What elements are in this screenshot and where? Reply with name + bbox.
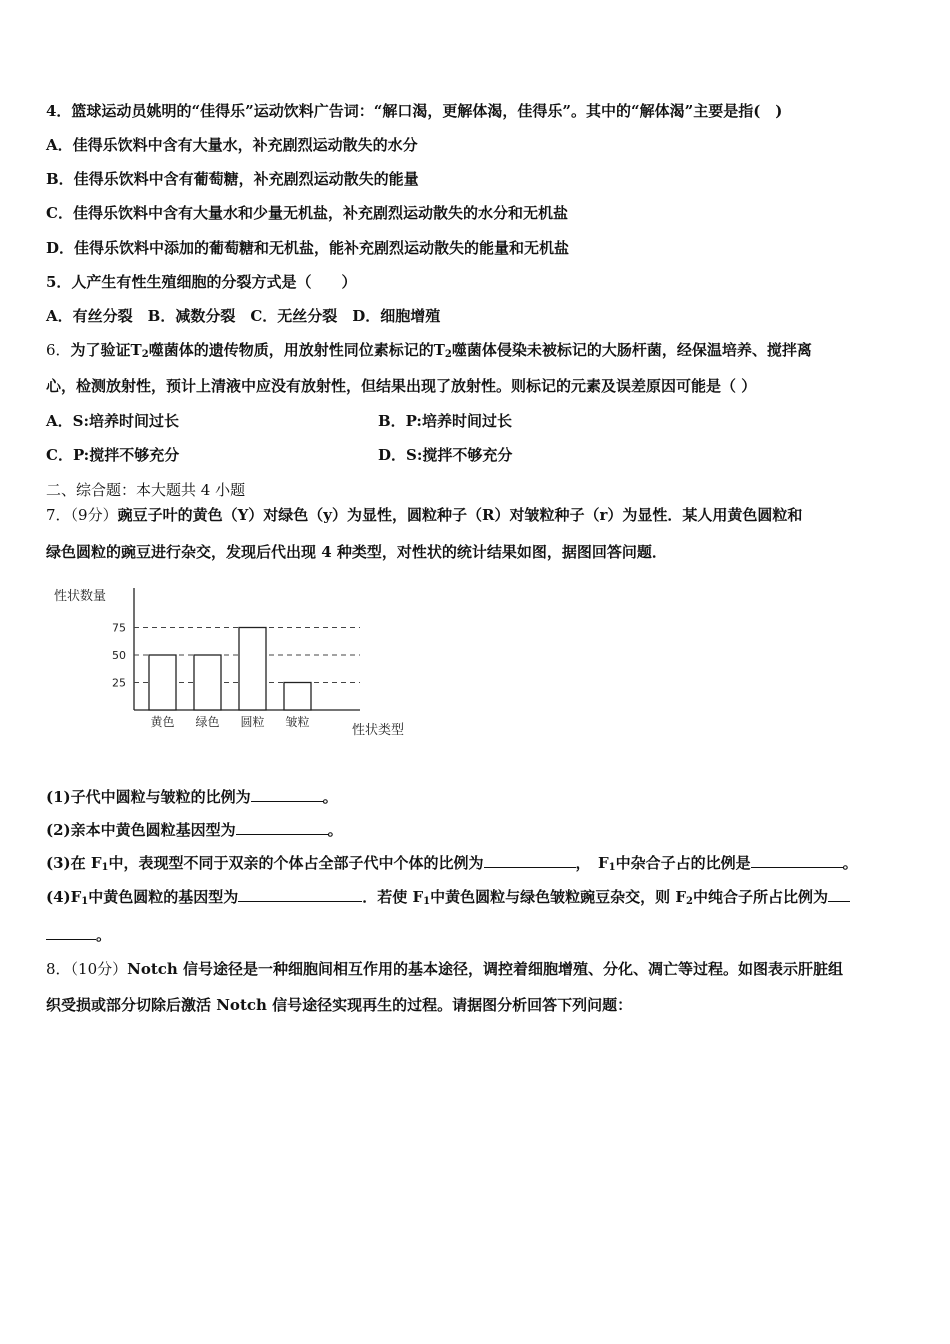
- q7-part4-cont: 。: [46, 925, 111, 945]
- q7-part4: $(4)F_1$中黄色圆粒的基因型为 ．若使 $F_1$中黄色圆粒与绿色皱粒豌豆杂交，则 $F_2$中纯合子所占比例为: [46, 887, 850, 907]
- bar-0: [149, 655, 176, 710]
- y-tick-label: 50: [112, 649, 126, 662]
- category-label: 黄色: [150, 715, 175, 729]
- q4-option-b: B．佳得乐饮料中含有葡萄糖，补充剧烈运动散失的能量: [46, 170, 419, 188]
- q6-stem-line1: 6．为了验证$T_2$噬菌体的遗传物质，用放射性同位素标记的$T_2$噬菌体侵染未被标记的大肠杆菌，经保温培养、搅拌离: [46, 341, 812, 360]
- answer-blank[interactable]: [251, 787, 323, 802]
- x-axis-label: 性状类型: [352, 723, 405, 738]
- q6-option-b: B．P:培养时间过长: [378, 412, 512, 430]
- q5-options: A．有丝分裂 B．减数分裂 C．无丝分裂 D．细胞增殖: [46, 307, 441, 325]
- y-tick-label: 25: [112, 676, 126, 690]
- trait-bar-chart: [44, 578, 424, 742]
- bar-3: [284, 683, 311, 711]
- answer-blank[interactable]: [238, 887, 362, 902]
- q8-stem-line1: 8．（10分）Notch 信号途径是一种细胞间相互作用的基本途径，调控着细胞增殖、分化、凋亡等过程。如图表示肝脏组: [46, 960, 844, 978]
- category-label: 皱粒: [285, 715, 310, 729]
- q7-stem-line1: 7．（9分）豌豆子叶的黄色（Y）对绿色（y）为显性，圆粒种子（R）对皱粒种子（r）为显性．某人用黄色圆粒和: [46, 506, 803, 524]
- q8-stem-line2: 织受损或部分切除后激活 Notch 信号途径实现再生的过程。请据图分析回答下列问题：: [46, 996, 633, 1014]
- y-axis-label: 性状数量: [54, 589, 107, 604]
- q4-option-c: C．佳得乐饮料中含有大量水和少量无机盐，补充剧烈运动散失的水分和无机盐: [46, 204, 568, 222]
- q6-option-c: C．P:搅拌不够充分: [46, 446, 180, 464]
- answer-blank[interactable]: [46, 925, 96, 940]
- q7-part1: (1)子代中圆粒与皱粒的比例为 。: [46, 788, 338, 806]
- q6-stem-line2: 心，检测放射性，预计上清液中应没有放射性，但结果出现了放射性。则标记的元素及误差原因可能是（ ）: [46, 377, 757, 395]
- answer-blank[interactable]: [236, 820, 328, 835]
- q5-stem: 5．人产生有性生殖细胞的分裂方式是（ ）: [46, 273, 357, 291]
- q4-option-a: A．佳得乐饮料中含有大量水，补充剧烈运动散失的水分: [46, 136, 418, 154]
- q4-stem: 4．篮球运动员姚明的“佳得乐”运动饮料广告词：“解口渴，更解体渴，佳得乐”。其中的“解体渴”主要是指( ): [46, 102, 783, 120]
- section-heading: 二、综合题：本大题共 4 小题: [46, 481, 246, 499]
- q7-stem-line2: 绿色圆粒的豌豆进行杂交，发现后代出现 4 种类型，对性状的统计结果如图，据图回答问题．: [46, 543, 667, 561]
- category-label: 绿色: [195, 715, 220, 729]
- bar-1: [194, 655, 221, 710]
- q4-option-d: D．佳得乐饮料中添加的葡萄糖和无机盐，能补充剧烈运动散失的能量和无机盐: [46, 239, 570, 257]
- q7-part3: (3)在 $F_1$中，表现型不同于双亲的个体占全部子代中个体的比例为 ， $F_1$中杂合子占的比例是 。: [46, 854, 858, 873]
- q7-part2: (2)亲本中黄色圆粒基因型为 。: [46, 821, 343, 839]
- q6-option-a: A．S:培养时间过长: [46, 412, 180, 430]
- answer-blank[interactable]: [484, 853, 576, 868]
- y-tick-label: 75: [112, 621, 126, 635]
- q6-option-d: D．S:搅拌不够充分: [378, 446, 513, 464]
- category-label: 圆粒: [240, 715, 265, 729]
- answer-blank[interactable]: [751, 853, 843, 868]
- bar-2: [239, 628, 266, 711]
- answer-blank[interactable]: [828, 887, 850, 902]
